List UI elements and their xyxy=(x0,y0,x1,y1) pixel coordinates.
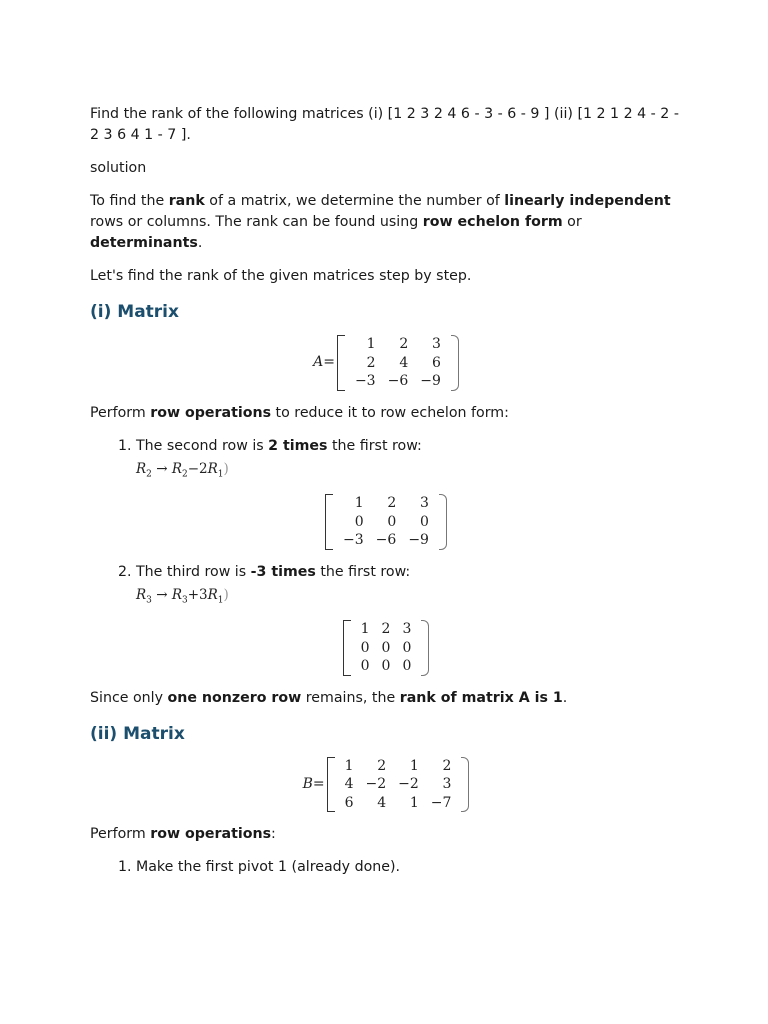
part1-perform-text: Perform row operations to reduce it to row echelon form: xyxy=(90,404,509,421)
row-op-equation-2: $R_3 \to R_3+3R_1$) xyxy=(136,586,229,606)
matrix-a-label: A= xyxy=(313,354,335,371)
matrix-a: 1 2 3 2 4 6 −3 −6 −9 xyxy=(354,336,441,389)
right-bracket xyxy=(451,335,459,391)
right-bracket xyxy=(461,757,469,813)
step-intro: Let's find the rank of the given matrices step by step. xyxy=(90,268,472,284)
matrix-step1-block xyxy=(90,494,682,550)
intro-paragraph: To find the rank of a matrix, we determine the number of linearly independent rows or columns. The rank can be found using row echelon form or determinants. xyxy=(90,193,671,251)
part1-steps-list xyxy=(90,436,682,676)
matrix-step2: 1 2 3 0 0 0 0 0 0 xyxy=(360,621,412,675)
part1-heading: (i) Matrix xyxy=(90,302,179,322)
matrix-a-block xyxy=(90,335,682,391)
list-item: 1. The second row is 2 times the first row: $R_2 \to R_2-2R_1$) 1 2 3 0 0 0 −3 −6 −9 xyxy=(136,436,682,550)
part2-steps-list xyxy=(90,857,682,878)
row-op-equation-1: $R_2 \to R_2-2R_1$) xyxy=(136,460,229,480)
matrix-b: 1 2 1 2 4 −2 −2 3 6 4 1 −7 xyxy=(344,757,452,811)
left-bracket xyxy=(325,494,333,550)
part2-heading: (ii) Matrix xyxy=(90,723,185,744)
list-item: 2. The third row is -3 times the first row: $R_3 \to R_3+3R_1$) 1 2 3 0 0 0 0 0 0 xyxy=(136,562,682,676)
matrix-step1: 1 2 3 0 0 0 −3 −6 −9 xyxy=(343,495,429,549)
list-item: 1. Make the first pivot 1 (already done). xyxy=(136,857,682,878)
matrix-step2-block xyxy=(90,620,682,676)
part1-conclusion: Since only one nonzero row remains, the rank of matrix A is 1. xyxy=(90,689,568,706)
part2-perform-text: Perform row operations: xyxy=(90,826,276,843)
matrix-b-label: B= xyxy=(302,776,325,793)
question-text: Find the rank of the following matrices (i) [1 2 3 2 4 6 - 3 - 6 - 9 ] (ii) [1 2 1 2 4 - 2 - 2 3 6 4 1 - 7 ]. xyxy=(90,106,679,143)
left-bracket xyxy=(343,620,351,676)
right-bracket xyxy=(439,494,447,550)
right-bracket xyxy=(421,620,429,676)
left-bracket xyxy=(327,757,335,813)
left-bracket xyxy=(337,335,345,391)
solution-label: solution xyxy=(90,160,147,176)
matrix-b-block xyxy=(90,757,682,813)
